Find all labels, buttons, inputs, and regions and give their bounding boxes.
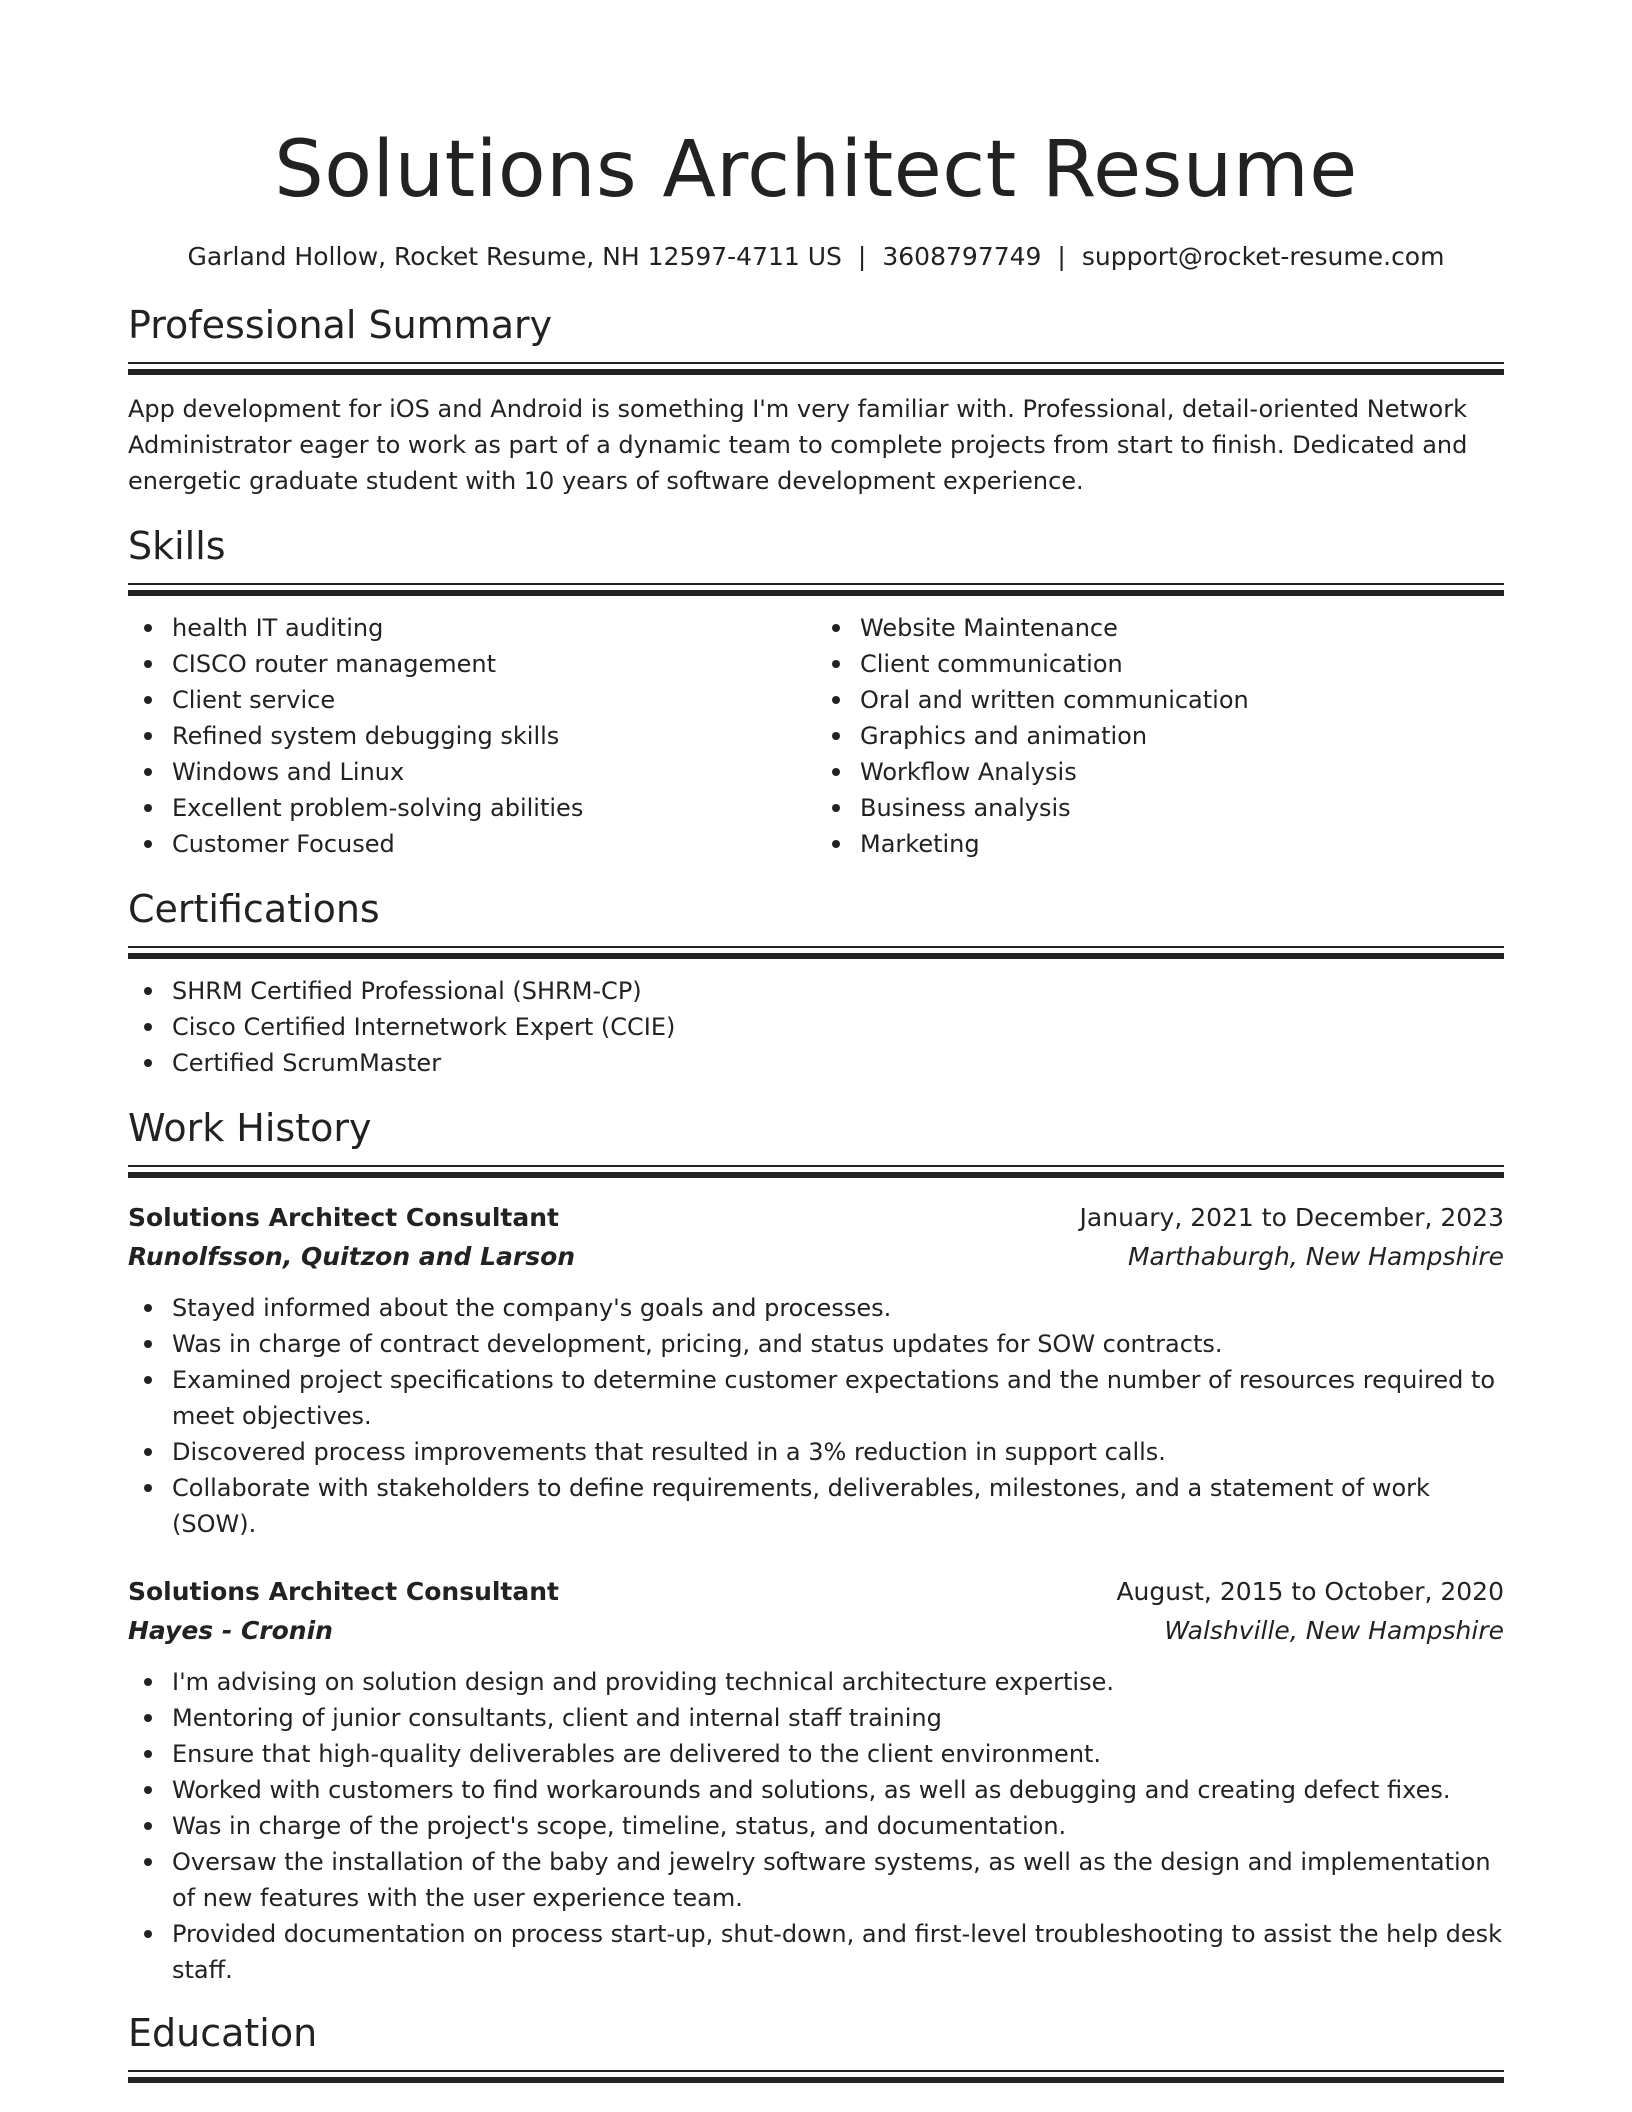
skills-list-right (816, 610, 1504, 862)
skill-item: Refined system debugging skills (172, 718, 816, 754)
education-section (128, 2010, 1504, 2083)
skill-item: health IT auditing (172, 610, 816, 646)
job-bullet: I'm advising on solution design and providing technical architecture expertise. (172, 1664, 1504, 1700)
page-title: Solutions Architect Resume (274, 125, 1358, 215)
job-dates: August, 2015 to October, 2020 (1116, 1577, 1504, 1606)
contact-line (128, 240, 1504, 274)
section-divider (128, 583, 1504, 596)
contact-separator: | (857, 242, 867, 271)
job-company-row (128, 1237, 1504, 1276)
skill-item: Customer Focused (172, 826, 816, 862)
job-bullet: Examined project specifications to determine customer expectations and the number of resources required to meet objectives. (172, 1362, 1504, 1434)
section-heading-education: Education (128, 2011, 318, 2055)
skill-item: Graphics and animation (860, 718, 1504, 754)
section-heading-work-history: Work History (128, 1106, 372, 1150)
skill-item: CISCO router management (172, 646, 816, 682)
job-bullet: Ensure that high-quality deliverables are delivered to the client environment. (172, 1736, 1504, 1772)
skills-column-right (816, 596, 1504, 862)
summary-section (128, 302, 1504, 499)
contact-phone: 3608797749 (882, 242, 1042, 271)
contact-separator: | (1057, 242, 1066, 271)
skill-item: Website Maintenance (860, 610, 1504, 646)
job-location: Walshville, New Hampshire (1164, 1616, 1504, 1645)
job-dates: January, 2021 to December, 2023 (1079, 1203, 1504, 1232)
job-bullet: Worked with customers to find workarounds and solutions, as well as debugging and creating defect fixes. (172, 1772, 1504, 1808)
job-location: Marthaburgh, New Hampshire (1127, 1242, 1504, 1271)
job-company-row (128, 1611, 1504, 1650)
skills-column-left (128, 596, 816, 862)
job-bullet: Stayed informed about the company's goals and processes. (172, 1290, 1504, 1326)
job-entry (128, 1572, 1504, 1988)
section-heading-certifications: Certifications (128, 887, 380, 931)
job-bullet: Was in charge of contract development, pricing, and status updates for SOW contracts. (172, 1326, 1504, 1362)
skill-item: Marketing (860, 826, 1504, 862)
job-title: Solutions Architect Consultant (128, 1203, 560, 1232)
section-heading-skills: Skills (128, 524, 226, 568)
skills-section (128, 523, 1504, 862)
job-bullet: Mentoring of junior consultants, client and internal staff training (172, 1700, 1504, 1736)
certifications-list (128, 973, 1504, 1081)
section-divider (128, 1165, 1504, 1178)
skill-item: Business analysis (860, 790, 1504, 826)
skill-item: Oral and written communication (860, 682, 1504, 718)
certifications-section (128, 886, 1504, 1081)
section-divider (128, 362, 1504, 375)
section-divider (128, 2070, 1504, 2083)
certification-item: Cisco Certified Internetwork Expert (CCIE) (172, 1009, 1504, 1045)
job-company: Runolfsson, Quitzon and Larson (128, 1242, 576, 1271)
job-entry (128, 1198, 1504, 1542)
job-bullets (128, 1290, 1504, 1542)
skills-list-left (128, 610, 816, 862)
job-header-row (128, 1572, 1504, 1611)
job-bullets (128, 1664, 1504, 1988)
job-bullet: Oversaw the installation of the baby and jewelry software systems, as well as the design and implementation of new features with the user experience team. (172, 1844, 1504, 1916)
skill-item: Client service (172, 682, 816, 718)
work-history-section (128, 1105, 1504, 1988)
job-header-row (128, 1198, 1504, 1237)
job-company: Hayes - Cronin (128, 1616, 333, 1645)
skill-item: Client communication (860, 646, 1504, 682)
job-bullet: Provided documentation on process start-up, shut-down, and first-level troubleshooting to assist the help desk staff. (172, 1916, 1504, 1988)
section-divider (128, 946, 1504, 959)
contact-email[interactable]: support@rocket-resume.com (1081, 242, 1445, 271)
summary-text: App development for iOS and Android is something I'm very familiar with. Professional, detail-oriented Network Administrator eager to work as part of a dynamic team to complete projects from start to finish. Dedicated and energetic graduate student with 10 years of software development experience. (128, 395, 1468, 495)
skills-columns (128, 596, 1504, 862)
certification-item: Certified ScrumMaster (172, 1045, 1504, 1081)
job-title: Solutions Architect Consultant (128, 1577, 560, 1606)
section-heading-summary: Professional Summary (128, 303, 553, 347)
contact-address: Garland Hollow, Rocket Resume, NH 12597-4711 US (187, 242, 842, 271)
skill-item: Workflow Analysis (860, 754, 1504, 790)
job-bullet: Discovered process improvements that resulted in a 3% reduction in support calls. (172, 1434, 1504, 1470)
skill-item: Windows and Linux (172, 754, 816, 790)
certification-item: SHRM Certified Professional (SHRM-CP) (172, 973, 1504, 1009)
skill-item: Excellent problem-solving abilities (172, 790, 816, 826)
job-bullet: Collaborate with stakeholders to define requirements, deliverables, milestones, and a statement of work (SOW). (172, 1470, 1504, 1542)
job-bullet: Was in charge of the project's scope, timeline, status, and documentation. (172, 1808, 1504, 1844)
